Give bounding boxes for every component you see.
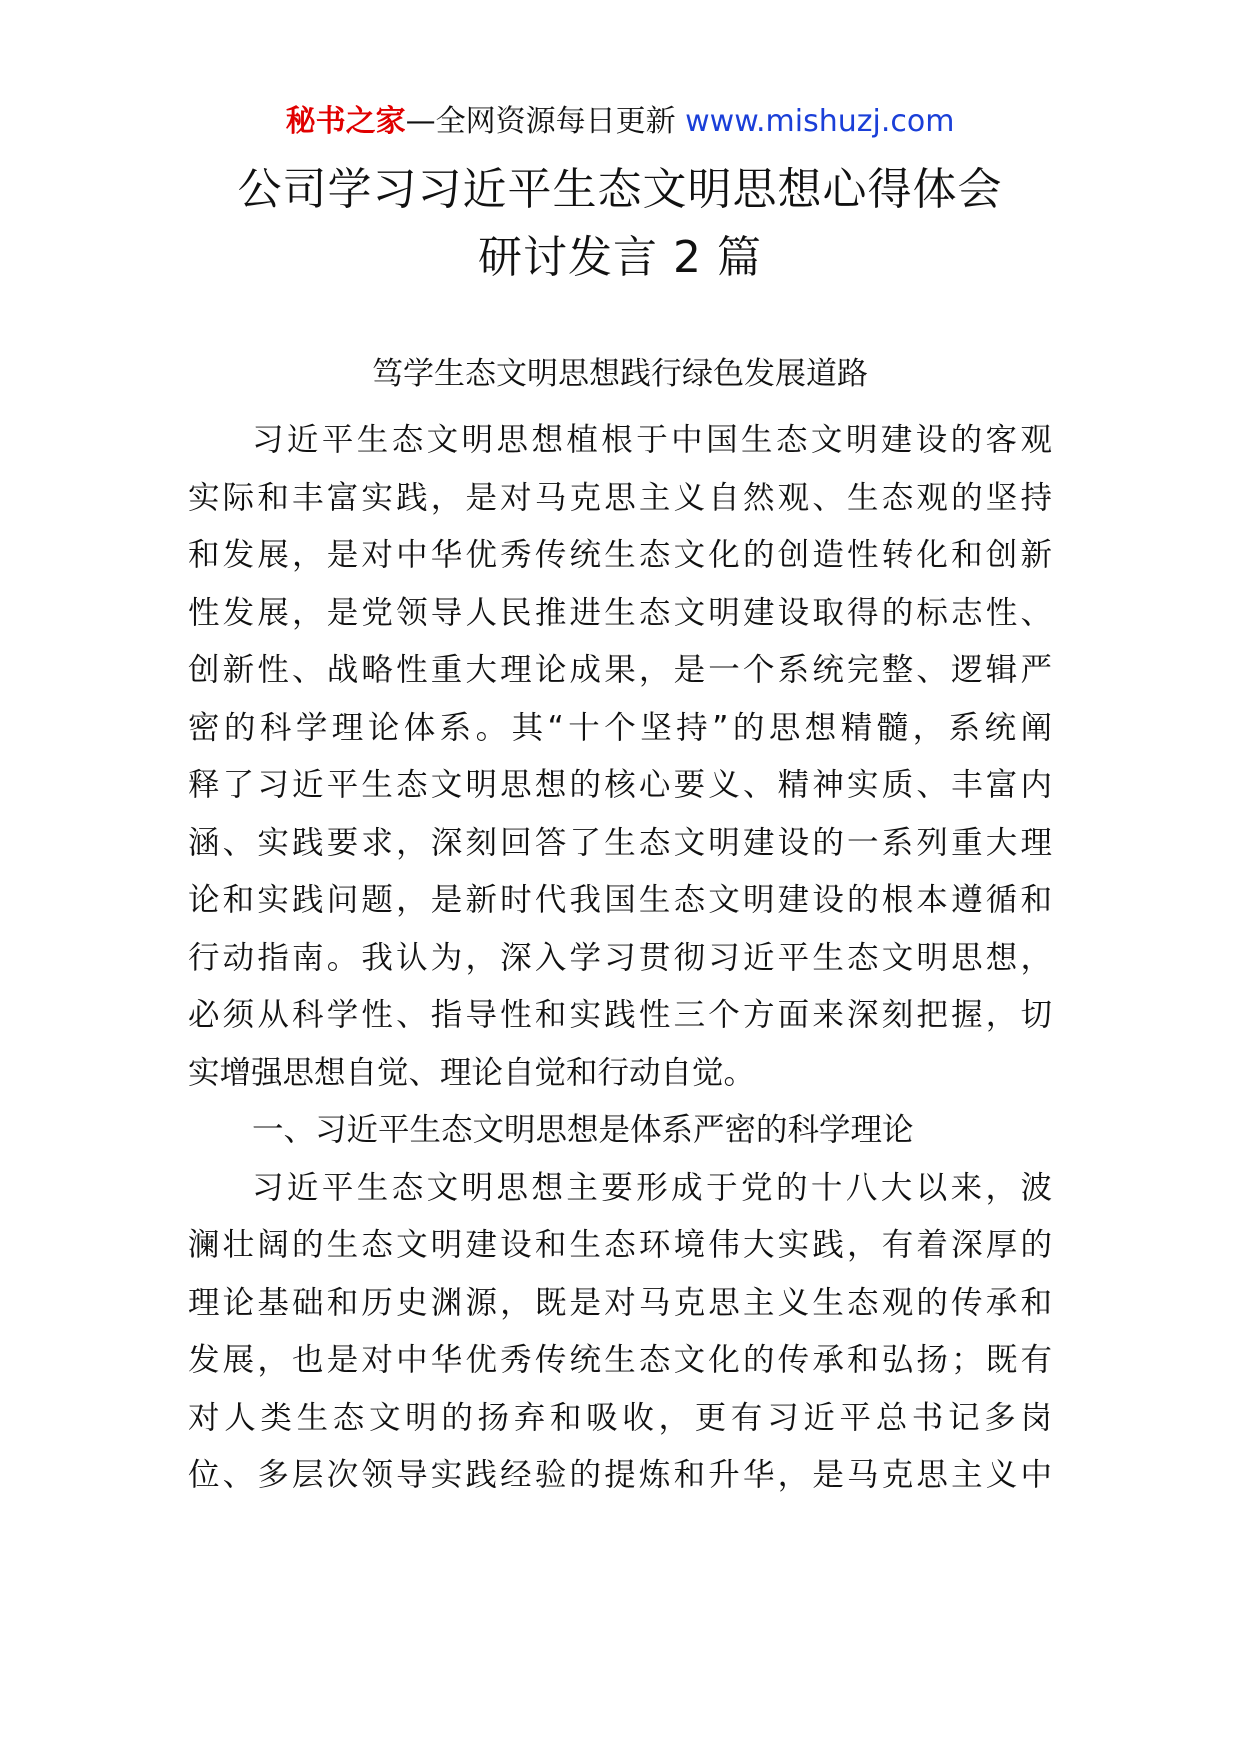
site-header bbox=[0, 100, 1240, 144]
paragraph-line: 实增强思想自觉、理论自觉和行动自觉。 bbox=[188, 1054, 756, 1091]
brand-name: 秘书之家 bbox=[285, 104, 406, 139]
paragraph-line: 论和实践问题，是新时代我国生态文明建设的根本遵循和 bbox=[188, 882, 1052, 918]
paragraph-line: 性发展，是党领导人民推进生态文明建设取得的标志性、 bbox=[188, 594, 1052, 631]
header-tagline: —全网资源每日更新 bbox=[405, 104, 676, 139]
site-url-link[interactable]: www.mishuzj.com bbox=[685, 104, 955, 139]
article-subtitle: 笃学生态文明思想践行绿色发展道路 bbox=[372, 356, 868, 392]
paragraph-line: 行动指南。我认为，深入学习贯彻习近平生态文明思想， bbox=[188, 939, 1052, 976]
paragraph-line: 必须从科学性、指导性和实践性三个方面来深刻把握，切 bbox=[188, 997, 1052, 1033]
paragraph-line: 创新性、战略性重大理论成果，是一个系统完整、逻辑严 bbox=[188, 652, 1052, 688]
paragraph-line: 实际和丰富实践，是对马克思主义自然观、生态观的坚持 bbox=[188, 479, 1052, 516]
paragraph-line: 习近平生态文明思想主要形成于党的十八大以来，波 bbox=[252, 1169, 1052, 1206]
document-title-line-2: 研讨发言 2 篇 bbox=[478, 232, 762, 283]
paragraph-line: 发展，也是对中华优秀传统生态文化的传承和弘扬；既有 bbox=[188, 1342, 1052, 1378]
paragraph-line: 和发展，是对中华优秀传统生态文化的创造性转化和创新 bbox=[188, 537, 1052, 573]
paragraph-line: 理论基础和历史渊源，既是对马克思主义生态观的传承和 bbox=[188, 1284, 1052, 1321]
paragraph-line: 对人类生态文明的扬弃和吸收，更有习近平总书记多岗 bbox=[188, 1399, 1052, 1436]
document-title-line-1: 公司学习习近平生态文明思想心得体会 bbox=[237, 164, 1003, 215]
paragraph-line: 习近平生态文明思想植根于中国生态文明建设的客观 bbox=[252, 422, 1052, 458]
article-body bbox=[188, 412, 1052, 1505]
paragraph-line: 位、多层次领导实践经验的提炼和升华，是马克思主义中 bbox=[188, 1457, 1052, 1493]
paragraph-line: 释了习近平生态文明思想的核心要义、精神实质、丰富内 bbox=[188, 767, 1052, 803]
section-heading: 一、习近平生态文明思想是体系严密的科学理论 bbox=[252, 1112, 914, 1148]
paragraph-line: 涵、实践要求，深刻回答了生态文明建设的一系列重大理 bbox=[188, 824, 1052, 861]
paragraph-line: 密的科学理论体系。其“十个坚持”的思想精髓，系统阐 bbox=[188, 709, 1052, 746]
paragraph-line: 澜壮阔的生态文明建设和生态环境伟大实践，有着深厚的 bbox=[188, 1227, 1052, 1263]
